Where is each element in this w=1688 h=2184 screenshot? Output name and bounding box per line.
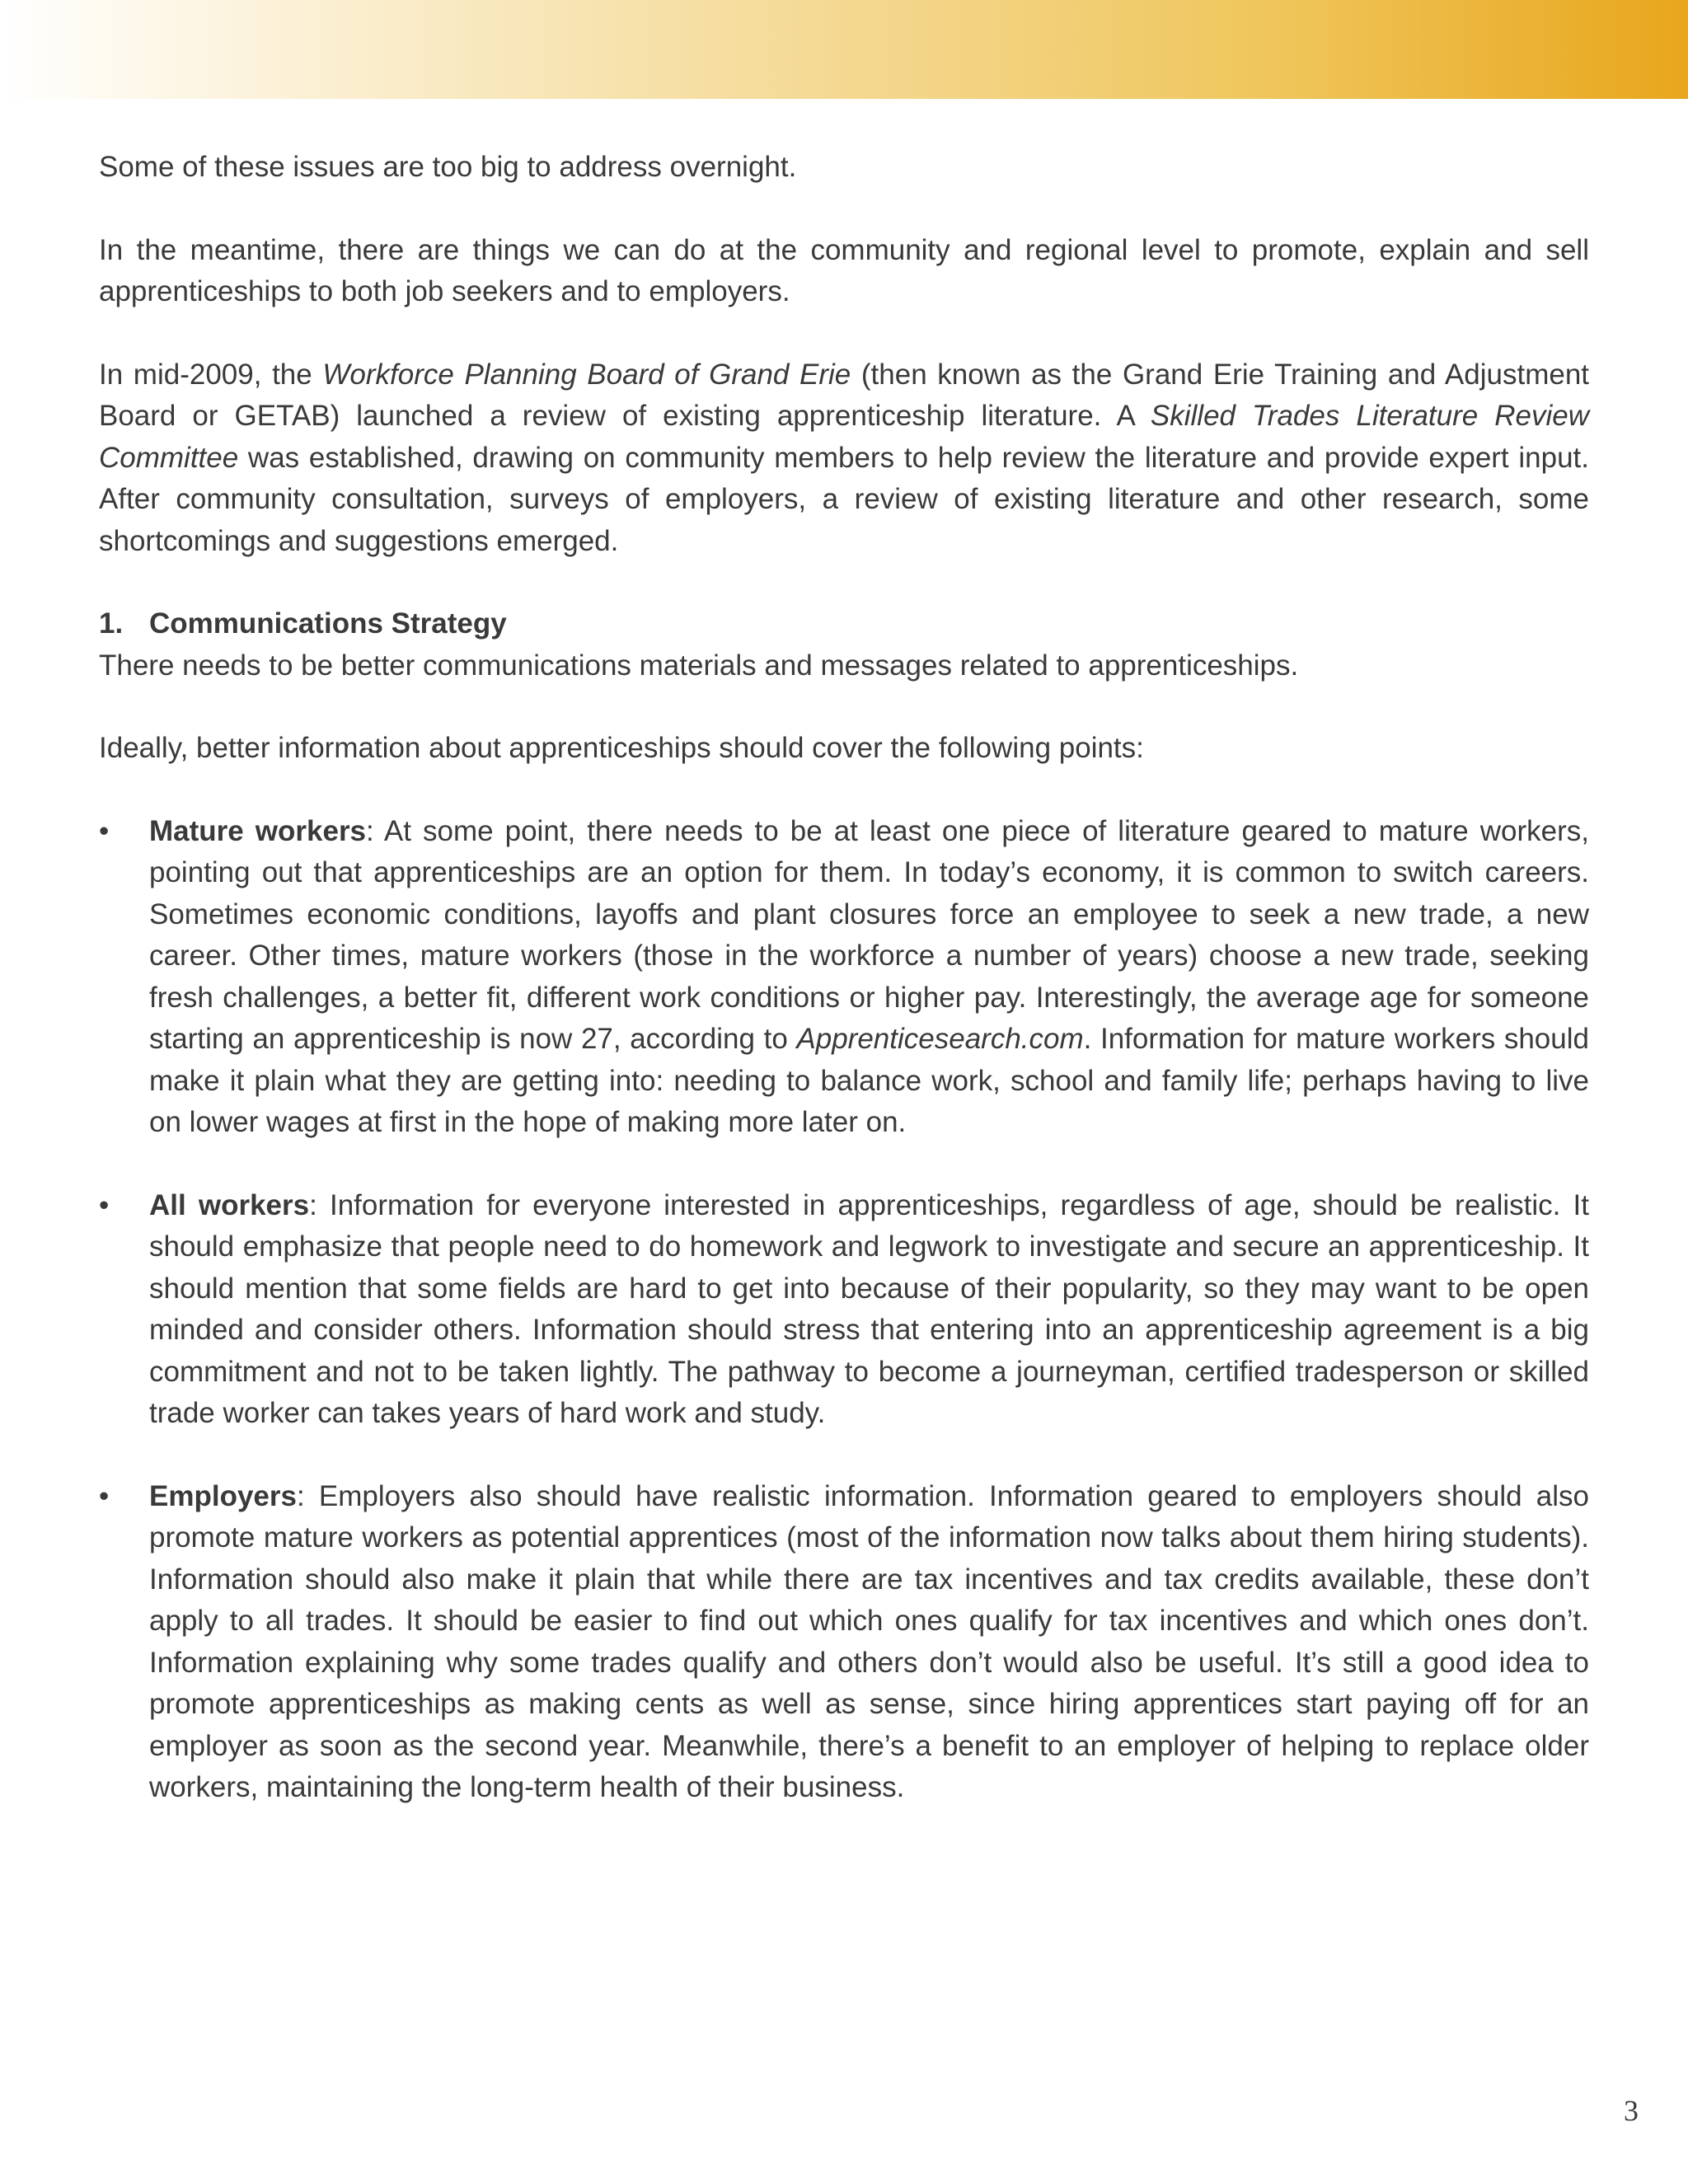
review-text-2: (then known as the Grand Erie Training and Adjustment Board or GETAB) launched a review of existing apprenticeship literature. A [99,358,1590,432]
bullet-label: All workers [149,1188,310,1221]
header-accent-band [0,0,1688,99]
section-title: Communications Strategy [149,607,507,640]
list-item-employers [99,1476,1589,1809]
meantime-paragraph: In the meantime, there are things we can do at the community and regional level to promote, explain and sell apprenticeships to both job seekers and to employers. [99,233,1589,307]
list-item-all-workers [99,1185,1589,1435]
board-name: Workforce Planning Board of Grand Erie [322,358,851,391]
bullet-icon: • [99,1188,110,1221]
bullet-text: : At some point, there needs to be at least one piece of literature geared to mature workers, pointing out that apprenticeships are an option for them. In today’s economy, it is common to switch careers. Sometimes economic conditions, layoffs and plant closures force an employee to seek a new trade, a new career. Other times, mature workers (those in the workforce a number of years) choose a new trade, seeking fresh challenges, a better fit, different work conditions or higher pay. Interestingly, the average age for someone starting an apprenticeship is now 27, according to [149,814,1589,1055]
review-text-3: was established, drawing on community members to help review the literature and provide expert input. After community consultation, surveys of employers, a review of existing literature and other research, some shortcomings and suggestions emerged. [99,441,1589,557]
committee-name: Skilled Trades Literature Review Committee [99,400,1589,474]
bullet-label: Employers [149,1479,297,1512]
website-reference: Apprenticesearch.com [796,1023,1084,1055]
review-paragraph [99,354,1589,563]
intro-paragraph: Some of these issues are too big to address overnight. [99,151,797,183]
bullet-text-continued: . Information for mature workers should make it plain what they are getting into: needing to balance work, school and family life; perhaps having to live on lower wages at first in the hope of making more later on. [149,1023,1589,1138]
bullet-list [99,811,1589,1809]
review-text-1: In mid-2009, the [99,358,323,391]
section-body: There needs to be better communications materials and messages related to apprenticeships. [99,649,1299,682]
bullet-text: : Information for everyone interested in apprenticeships, regardless of age, should be realistic. It should emphasize that people need to do homework and legwork to investigate and secure an apprenticeship. It should mention that some fields are hard to get into because of their popularity, so they may want to be open minded and consider others. Information should stress that entering into an apprenticeship agreement is a big commitment and not to be taken lightly. The pathway to become a journeyman, certified tradesperson or skilled trade worker can takes years of hard work and study. [149,1188,1589,1429]
page-number: 3 [1624,2094,1639,2127]
bullet-icon: • [99,814,110,847]
section-intro: Ideally, better information about apprenticeships should cover the following points: [99,732,1144,764]
list-item-mature-workers [99,811,1589,1144]
bullet-icon: • [99,1479,110,1512]
bullet-label: Mature workers [149,814,367,847]
document-body [99,147,1589,1850]
section-number: 1. [99,607,124,640]
bullet-text: : Employers also should have realistic information. Information geared to employers should also promote mature workers as potential apprentices (most of the information now talks about them hiring students). Information should also make it plain that while there are tax incentives and tax credits available, these don’t apply to all trades. It should be easier to find out which ones qualify for tax incentives and which ones don’t. Information explaining why some trades qualify and others don’t would also be useful. It’s still a good idea to promote apprenticeships as making cents as well as sense, since hiring apprentices start paying off for an employer as soon as the second year. Meanwhile, there’s a benefit to an employer of helping to replace older workers, maintaining the long-term health of their business. [149,1479,1589,1803]
section-heading [99,603,1589,645]
